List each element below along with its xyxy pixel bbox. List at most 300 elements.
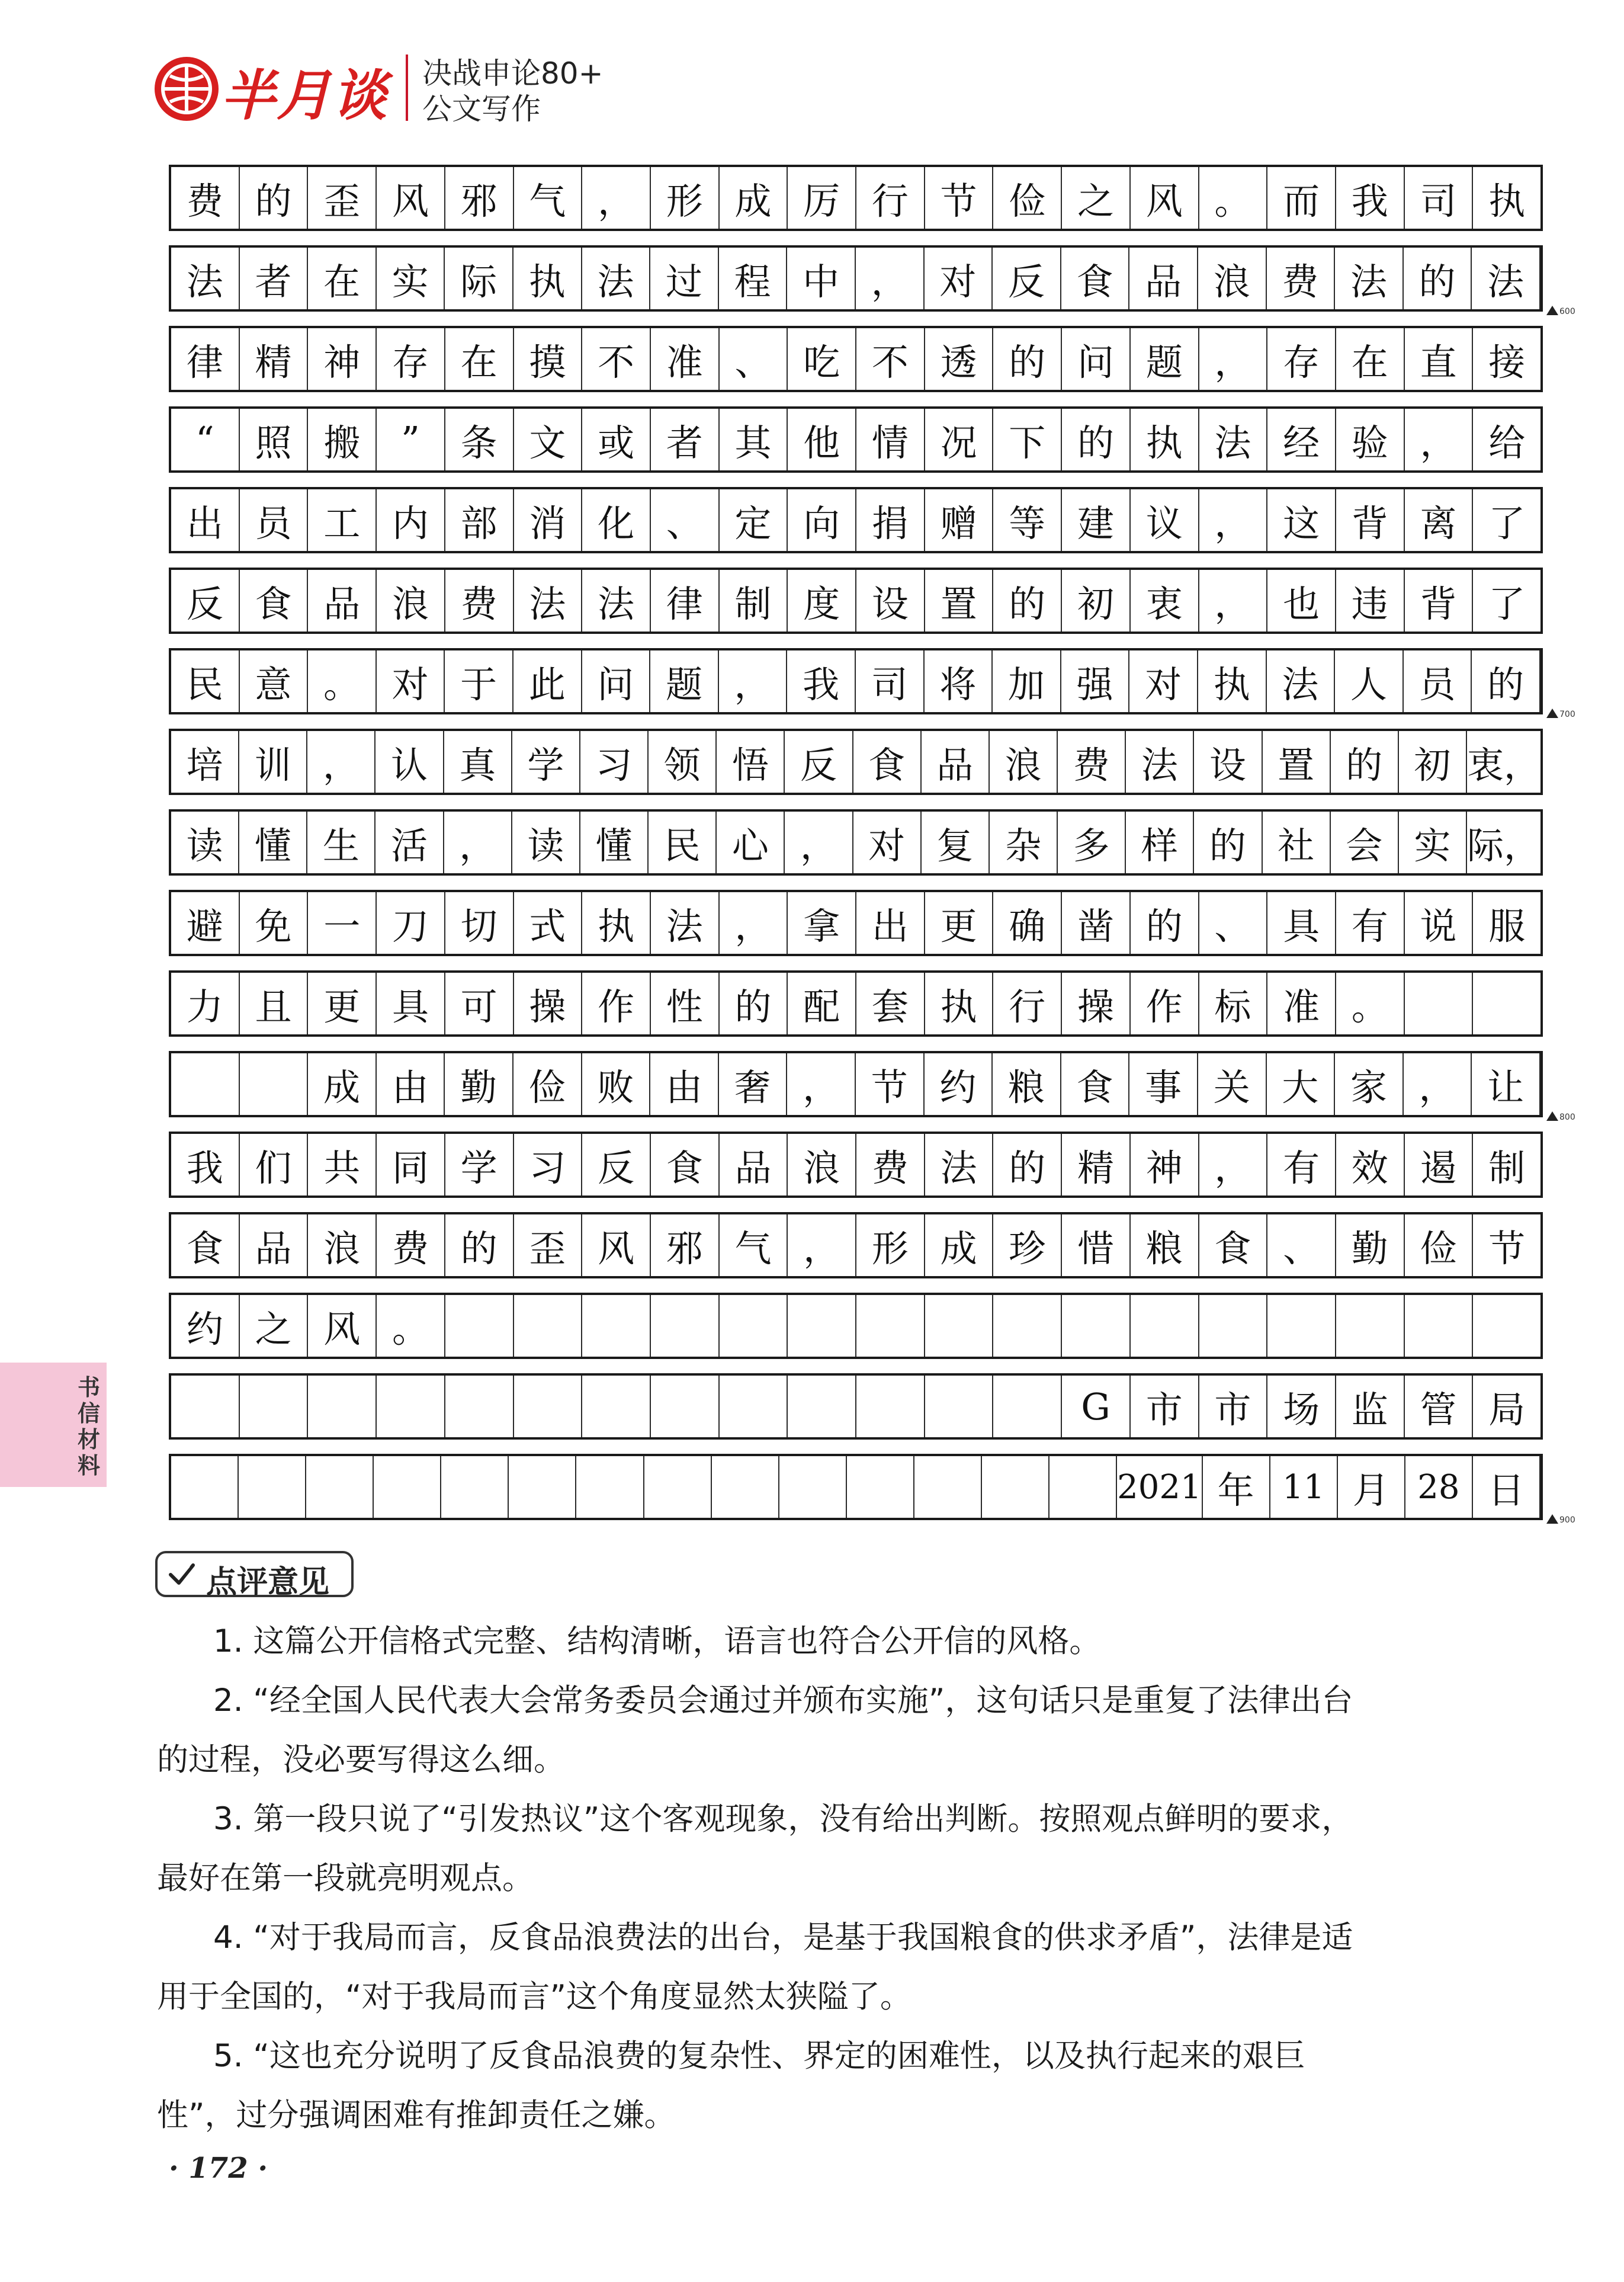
grid-cell: 操 [514,973,583,1034]
marker-count: 800 [1559,1113,1575,1122]
grid-cell: 情 [856,409,925,470]
grid-cell: 学 [512,731,580,793]
grid-cell: 一 [308,892,377,954]
grid-cell: 度 [788,570,856,632]
grid-cell: 说 [1405,892,1474,954]
grid-cell: 精 [1062,1134,1131,1196]
grid-cell: 成 [925,1214,994,1276]
grid-row [169,1373,1543,1440]
word-count-marker [1546,709,1582,720]
grid-row [169,1454,1575,1525]
review-point-5: 5. “这也充分说明了反食品浪费的复杂性、界定的困难性，以及执行起来的艰巨 [213,2038,1305,2074]
review-point-4: 4. “对于我局而言，反食品浪费法的出台，是基于我国粮食的供求矛盾”，法律是适 [213,1919,1353,1956]
review-point-2-cont: 的过程，没必要写得这么细。 [157,1742,565,1778]
grid-cell: 反 [993,248,1061,309]
grid-cell: 我 [1336,167,1405,229]
grid-cell: 执 [1488,179,1526,223]
grid-cell: 浪 [990,731,1058,793]
grid-row [169,729,1543,795]
grid-cell: 习 [514,1134,583,1196]
grid-cell: 吃 [788,328,856,390]
grid-cell [644,1456,712,1518]
grid-cell [1336,1295,1405,1357]
header-divider [406,55,408,121]
grid-cell [306,1456,374,1518]
grid-cell: 节 [1488,1226,1526,1270]
page-number: · 172 · [169,2152,268,2185]
grid-cell: 准 [1267,973,1336,1034]
grid-cell: 节 [925,167,994,229]
grid-cell: 套 [856,973,925,1034]
grid-cell [720,1295,788,1357]
grid-cell: ， [719,650,788,712]
grid-cell: 败 [582,1053,651,1115]
grid-cell: 品 [240,1214,309,1276]
grid-cell: 执 [582,892,651,954]
grid-cell: 厉 [788,167,856,229]
grid-cell: 品 [1129,248,1198,309]
grid-cell: ， [1404,1053,1472,1115]
grid-cell: 离 [1405,489,1474,551]
grid-cell [582,1295,651,1357]
grid-cell: 俭 [1405,1214,1474,1276]
grid-cell: 。 [377,1295,445,1357]
grid-cell: 事 [1129,1053,1198,1115]
grid-cell [1405,973,1474,1034]
grid-cell: 员 [240,489,309,551]
side-tab-label: 书信材料 [77,1374,100,1479]
grid-cell: 部 [445,489,514,551]
grid-cell: 下 [993,409,1062,470]
grid-cell: 法 [1126,731,1194,793]
grid-cell [712,1456,779,1518]
grid-cell: 背 [1336,489,1405,551]
grid-cell [856,1376,925,1437]
grid-cell [993,1295,1062,1357]
grid-cell [993,1376,1062,1437]
grid-cell: 且 [240,973,309,1034]
grid-cell: 律 [651,570,720,632]
grid-cell: 懂 [239,812,307,873]
grid-cell: 粮 [993,1053,1061,1115]
grid-cell: 制 [1488,1146,1526,1190]
grid-cell: 中 [787,248,856,309]
grid-cell: 行 [993,973,1062,1034]
grid-cell: 同 [377,1134,445,1196]
review-point-3-cont: 最好在第一段就亮明观点。 [157,1860,534,1896]
grid-cell: 食 [240,570,309,632]
grid-cell: 力 [171,973,240,1034]
grid-cell: 成 [308,1053,377,1115]
grid-cell: 制 [720,570,788,632]
grid-cell: 而 [1267,167,1336,229]
grid-cell: 置 [1263,731,1331,793]
grid-cell: 的 [993,570,1062,632]
grid-cell: 局 [1488,1387,1526,1431]
grid-cell: 初 [1062,570,1131,632]
review-title: 点评意见 [206,1565,330,1600]
grid-cell: 执 [925,973,994,1034]
grid-cell: 操 [1062,973,1131,1034]
grid-cell [847,1456,914,1518]
grid-cell: 活 [375,812,444,873]
grid-cell: 有 [1336,892,1405,954]
grid-cell: 强 [1061,650,1130,712]
section-title: 公文写作 [422,92,541,126]
grid-cell: 消 [514,489,583,551]
grid-cell: 作 [1131,973,1199,1034]
grid-cell: “ [171,409,240,470]
grid-cell: 执 [1131,409,1199,470]
grid-cell: 设 [856,570,925,632]
grid-cell [445,1295,514,1357]
grid-cell [1405,1295,1474,1357]
grid-cell: 之 [240,1295,309,1357]
grid-cell: 文 [514,409,583,470]
grid-cell: ， [788,1214,856,1276]
grid-cell: 法 [651,892,720,954]
marker-triangle-icon [1546,1514,1558,1524]
grid-cell [239,1456,306,1518]
grid-cell [308,1376,377,1437]
grid-cell [377,1376,445,1437]
grid-cell: 学 [445,1134,514,1196]
marker-count: 700 [1559,710,1575,719]
grid-cell [171,1456,239,1518]
grid-cell: 实 [377,248,445,309]
grid-cell: 民 [171,650,240,712]
grid-cell: 验 [1336,409,1405,470]
grid-cell: 的 [445,1214,514,1276]
grid-cell [514,1295,583,1357]
grid-cell: 培 [171,731,239,793]
grid-cell: 精 [240,328,309,390]
grid-cell: 风 [1131,167,1199,229]
grid-cell [1267,1295,1336,1357]
grid-cell: 际 [445,248,513,309]
grid-cell: 法 [1267,650,1336,712]
grid-cell: 11 [1270,1456,1338,1518]
grid-cell: 、 [1267,1214,1336,1276]
grid-cell: 月 [1338,1456,1405,1518]
grid-row [169,648,1575,719]
grid-cell: 实 [1399,812,1467,873]
grid-cell: 浪 [1198,248,1267,309]
grid-cell: ， [856,248,925,309]
grid-cell: 邪 [445,167,514,229]
grid-cell [1473,973,1540,1034]
grid-cell: 初 [1399,731,1467,793]
grid-cell [1199,1295,1268,1357]
checkmark-icon [166,1559,197,1590]
grid-cell: 设 [1194,731,1262,793]
grid-cell [171,1053,240,1115]
grid-cell: 接 [1488,340,1526,384]
grid-cell: 了 [1488,501,1526,545]
grid-cell: 市 [1199,1376,1268,1437]
grid-cell: ， [785,812,853,873]
grid-cell: 品 [922,731,990,793]
grid-row [169,165,1543,231]
grid-cell: 年 [1203,1456,1270,1518]
grid-cell [788,1376,856,1437]
grid-cell: ， [307,731,375,793]
grid-cell: 气 [720,1214,788,1276]
grid-cell: 者 [240,248,309,309]
grid-cell: 的 [993,1134,1062,1196]
grid-cell: 管 [1405,1376,1474,1437]
grid-cell: 费 [1267,248,1336,309]
grid-cell: 会 [1331,812,1399,873]
marker-triangle-icon [1546,306,1558,315]
grid-row [169,809,1543,876]
series-title: 决战申论80+ [422,56,604,91]
word-count-marker [1546,306,1582,318]
grid-cell: 费 [445,570,514,632]
grid-cell: 于 [445,650,513,712]
grid-cell: 社 [1263,812,1331,873]
grid-cell: 我 [787,650,856,712]
grid-cell: 行 [856,167,925,229]
grid-cell: 在 [308,248,377,309]
grid-cell [720,1376,788,1437]
grid-cell: 服 [1488,904,1526,948]
grid-cell: 刀 [377,892,445,954]
grid-cell: 惜 [1062,1214,1131,1276]
grid-row [169,406,1543,473]
grid-cell [1473,1295,1540,1357]
grid-cell: 歪 [308,167,377,229]
grid-cell: 食 [1199,1214,1268,1276]
grid-cell: ， [1199,328,1268,390]
grid-cell: 的 [240,167,309,229]
grid-cell [925,1295,994,1357]
grid-cell: 置 [925,570,994,632]
grid-cell: 关 [1198,1053,1267,1115]
grid-cell: 的 [1062,409,1131,470]
grid-cell: 反 [582,1134,651,1196]
grid-cell: 摸 [514,328,583,390]
grid-cell: 将 [925,650,993,712]
grid-cell [576,1456,644,1518]
grid-cell [982,1456,1049,1518]
review-point-1: 1. 这篇公开信格式完整、结构清晰，语言也符合公开信的风格。 [213,1623,1101,1659]
grid-cell: 读 [171,812,239,873]
grid-cell [441,1456,509,1518]
review-point-5-cont: 性”，过分强调困难有推卸责任之嫌。 [157,2097,676,2133]
grid-cell: 勤 [445,1053,513,1115]
grid-row [169,970,1543,1037]
grid-cell [374,1456,441,1518]
grid-cell [445,1376,514,1437]
grid-cell: 形 [651,167,720,229]
grid-cell: 浪 [377,570,445,632]
grid-row [169,245,1575,316]
grid-cell: 费 [1058,731,1126,793]
grid-cell: 工 [308,489,377,551]
grid-cell: 可 [445,973,514,1034]
grid-cell: 的 [1194,812,1262,873]
grid-cell: 执 [1198,650,1267,712]
grid-cell: 内 [377,489,445,551]
grid-cell [914,1456,982,1518]
grid-cell: 认 [375,731,444,793]
grid-cell: 大 [1267,1053,1336,1115]
grid-cell: 照 [240,409,309,470]
grid-cell: 存 [1267,328,1336,390]
grid-cell: ， [720,892,788,954]
grid-row [169,1051,1575,1122]
grid-cell [509,1456,576,1518]
grid-cell: 效 [1336,1134,1405,1196]
grid-cell: 。 [1336,973,1405,1034]
grid-cell: 人 [1335,650,1404,712]
grid-cell: 司 [1405,167,1474,229]
grid-cell [1062,1295,1131,1357]
grid-cell: 者 [651,409,720,470]
grid-cell: 的 [993,328,1062,390]
grid-cell: 神 [1131,1134,1199,1196]
grid-cell: 违 [1336,570,1405,632]
grid-cell: 约 [171,1295,240,1357]
grid-cell: 读 [512,812,580,873]
grid-cell: 的 [1472,650,1540,712]
grid-cell: 对 [1129,650,1198,712]
grid-cell: 赠 [925,489,994,551]
marker-count: 900 [1559,1515,1575,1525]
grid-cell: 的 [1404,248,1472,309]
grid-cell [582,1376,651,1437]
grid-cell: 对 [925,248,993,309]
grid-cell [240,1376,309,1437]
grid-cell: 对 [853,812,922,873]
grid-cell: 监 [1336,1376,1405,1437]
grid-cell [171,1376,240,1437]
grid-cell: 在 [1336,328,1405,390]
grid-cell: 等 [993,489,1062,551]
grid-cell: ， [787,1053,856,1115]
grid-cell: 奢 [719,1053,788,1115]
grid-cell: 定 [720,489,788,551]
grid-cell [240,1053,309,1115]
marker-triangle-icon [1546,1111,1558,1121]
grid-cell: 品 [720,1134,788,1196]
grid-cell: ， [1199,489,1268,551]
grid-cell: 歪 [514,1214,583,1276]
grid-cell: 法 [582,570,651,632]
grid-cell: 经 [1267,409,1336,470]
grid-cell: 杂 [990,812,1058,873]
grid-cell: 场 [1267,1376,1336,1437]
grid-row [169,487,1543,553]
grid-cell: 习 [580,731,649,793]
grid-cell: 准 [651,328,720,390]
grid-cell: 律 [171,328,240,390]
grid-cell: 捐 [856,489,925,551]
grid-cell: 由 [377,1053,445,1115]
grid-cell: 、 [651,489,720,551]
grid-cell: 法 [171,248,240,309]
grid-cell: 有 [1267,1134,1336,1196]
grid-cell: 法 [582,248,651,309]
review-point-4-cont: 用于全国的，“对于我局而言”这个角度显然太狭隘了。 [157,1979,912,2015]
grid-cell [779,1456,847,1518]
grid-cell: ， [582,167,651,229]
grid-row [169,326,1543,392]
grid-cell: 法 [514,570,583,632]
grid-cell: 凿 [1062,892,1131,954]
grid-cell: 家 [1335,1053,1404,1115]
grid-cell: 悟 [717,731,785,793]
grid-cell: 况 [925,409,994,470]
grid-row [169,568,1543,634]
grid-cell [651,1376,720,1437]
grid-cell: 问 [1062,328,1131,390]
grid-cell: 反 [785,731,853,793]
grid-cell: 执 [513,248,582,309]
grid-cell: 在 [445,328,514,390]
grid-cell: 邪 [651,1214,720,1276]
marker-count: 600 [1559,307,1575,316]
review-point-3: 3. 第一段只说了“引发热议”这个客观现象，没有给出判断。按照观点鲜明的要求， [213,1801,1353,1837]
grid-cell: 风 [377,167,445,229]
grid-cell: 品 [308,570,377,632]
grid-cell: 反 [171,570,240,632]
grid-cell: 问 [582,650,651,712]
grid-cell: 出 [856,892,925,954]
grid-cell: 拿 [788,892,856,954]
grid-cell [514,1376,583,1437]
grid-cell: 领 [649,731,717,793]
grid-cell: 食 [1061,248,1130,309]
grid-cell: 配 [788,973,856,1034]
grid-cell: 民 [649,812,717,873]
grid-cell: ， [1199,1134,1268,1196]
review-badge [155,1551,354,1600]
grid-cell: 这 [1267,489,1336,551]
grid-cell: 俭 [993,167,1062,229]
grid-row [169,1293,1543,1359]
grid-cell: 对 [377,650,445,712]
grid-cell [925,1376,994,1437]
grid-cell: 衷 [1131,570,1199,632]
grid-cell: 费 [856,1134,925,1196]
grid-cell: 也 [1267,570,1336,632]
logo-emblem-icon [151,53,222,124]
grid-cell: 多 [1058,812,1126,873]
grid-cell: 免 [240,892,309,954]
grid-cell: 的 [1331,731,1399,793]
grid-cell: 衷， [1466,743,1540,787]
grid-cell: 之 [1062,167,1131,229]
grid-cell: 具 [1267,892,1336,954]
grid-cell: 化 [582,489,651,551]
grid-cell: 向 [788,489,856,551]
side-tab [0,1363,107,1487]
grid-cell: 更 [925,892,994,954]
word-count-marker [1546,1514,1582,1526]
grid-cell: 司 [856,650,925,712]
grid-cell: 形 [856,1214,925,1276]
grid-cell: 确 [993,892,1062,954]
grid-cell: 。 [308,650,377,712]
grid-cell: 员 [1404,650,1472,712]
grid-cell: ， [1199,570,1268,632]
grid-cell: 程 [719,248,788,309]
grid-cell: 的 [1131,892,1199,954]
grid-cell: G [1062,1376,1131,1437]
grid-cell: 节 [856,1053,925,1115]
